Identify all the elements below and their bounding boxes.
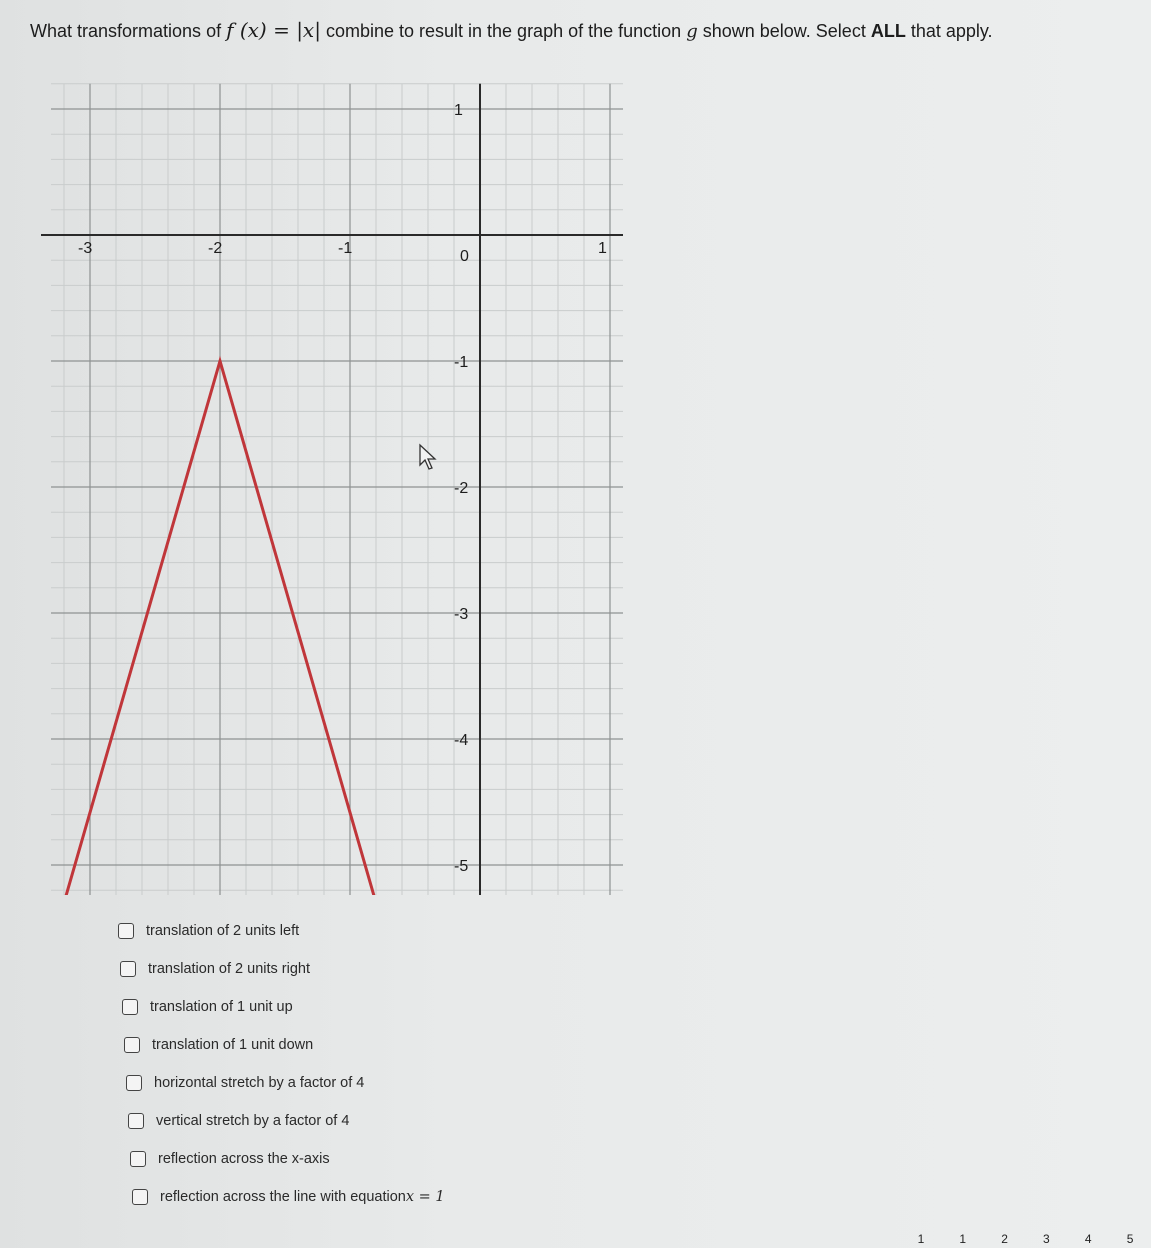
- y-tick-label: -4: [454, 732, 469, 749]
- option-label: translation of 1 unit up: [150, 999, 293, 1015]
- question-text: [30, 16, 1130, 46]
- page-number[interactable]: 2: [1001, 1232, 1008, 1246]
- checkbox[interactable]: [120, 961, 136, 977]
- option-label: vertical stretch by a factor of 4: [156, 1113, 350, 1129]
- page-number[interactable]: 4: [1084, 1232, 1092, 1246]
- x-tick-label: -3: [78, 240, 93, 257]
- answer-option[interactable]: [130, 1140, 618, 1178]
- y-tick-label: -1: [454, 354, 469, 371]
- question-after-g: shown below. Select: [697, 21, 871, 41]
- page-number[interactable]: 1: [917, 1232, 925, 1246]
- answer-options: [118, 912, 618, 1216]
- option-label: reflection across the line with equation: [160, 1189, 406, 1205]
- minor-grid: [51, 84, 623, 895]
- option-label: translation of 1 unit down: [152, 1037, 314, 1053]
- axes: [41, 84, 623, 895]
- question-prefix: What transformations of: [30, 21, 227, 41]
- graph-svg: [40, 60, 640, 895]
- y-tick-label: -5: [454, 858, 469, 875]
- page-number[interactable]: 3: [1043, 1232, 1050, 1246]
- checkbox[interactable]: [122, 999, 138, 1015]
- y-tick-label: 1: [454, 102, 463, 119]
- x-tick-label: 1: [598, 240, 607, 257]
- pagination: [900, 1232, 1151, 1248]
- all-word: ALL: [870, 21, 906, 41]
- checkbox[interactable]: [130, 1151, 146, 1167]
- graph: [40, 60, 640, 895]
- major-grid: [51, 84, 623, 895]
- question-suffix: that apply.: [905, 21, 993, 41]
- option-equation: x = 1: [405, 1189, 445, 1205]
- option-label: translation of 2 units left: [146, 923, 300, 939]
- option-label: reflection across the x-axis: [158, 1151, 330, 1167]
- answer-option[interactable]: [128, 1102, 618, 1140]
- checkbox[interactable]: [128, 1113, 144, 1129]
- answer-option[interactable]: [120, 950, 618, 988]
- y-tick-label: -2: [454, 480, 469, 497]
- checkbox[interactable]: [124, 1037, 140, 1053]
- x-tick-label: -2: [208, 240, 223, 257]
- x-tick-label: 0: [460, 248, 469, 265]
- checkbox[interactable]: [126, 1075, 142, 1091]
- y-tick-label: -3: [454, 606, 469, 623]
- answer-option[interactable]: [118, 912, 618, 950]
- function-expression: f (x) = |x|: [226, 18, 321, 42]
- axis-labels: [78, 102, 607, 875]
- checkbox[interactable]: [118, 923, 134, 939]
- checkbox[interactable]: [132, 1189, 148, 1205]
- question-middle: combine to result in the graph of the function: [320, 21, 687, 41]
- answer-option[interactable]: [122, 988, 618, 1026]
- x-tick-label: -1: [338, 240, 353, 257]
- function-g-name: g: [686, 21, 698, 42]
- option-label: horizontal stretch by a factor of 4: [154, 1075, 365, 1091]
- page-number[interactable]: 1: [959, 1232, 967, 1246]
- page-number[interactable]: 5: [1126, 1232, 1134, 1246]
- option-label: translation of 2 units right: [148, 961, 311, 977]
- answer-option[interactable]: [132, 1178, 618, 1216]
- answer-option[interactable]: [126, 1064, 618, 1102]
- answer-option[interactable]: [124, 1026, 618, 1064]
